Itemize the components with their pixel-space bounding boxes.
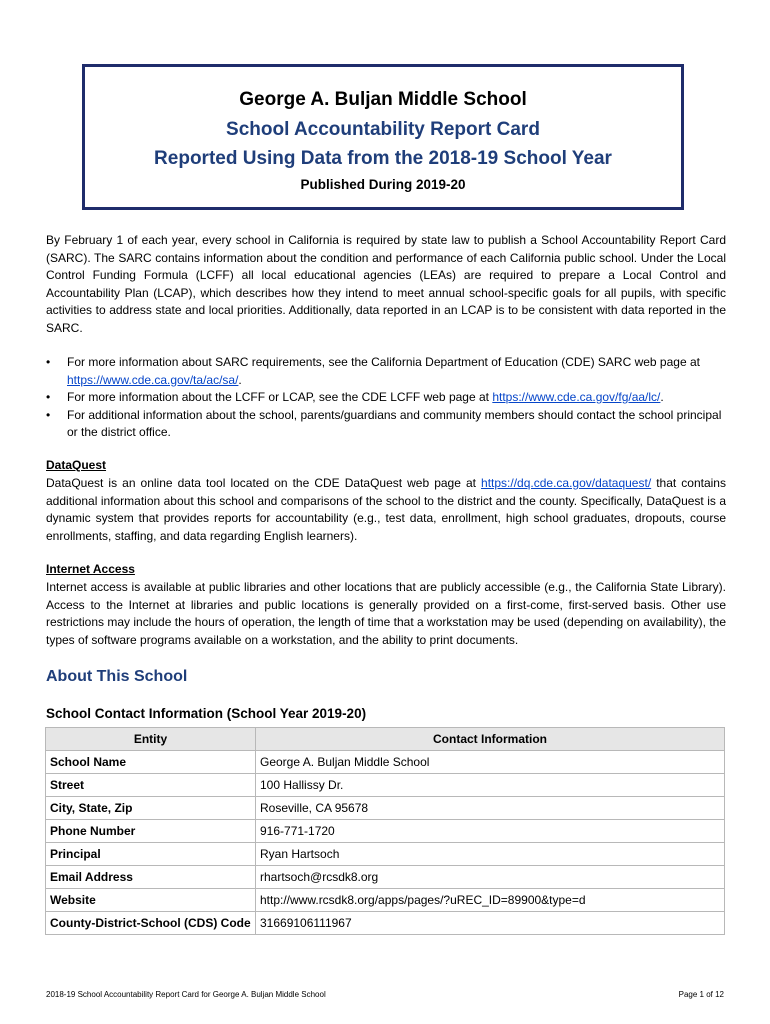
dataquest-link[interactable]: https://dq.cde.ca.gov/dataquest/	[481, 476, 652, 490]
bullet-dot-icon: •	[46, 407, 51, 422]
table-row	[46, 751, 725, 774]
entity-cell: Email Address	[46, 866, 256, 889]
bullet-text: For more information about SARC requirements, see the California Department of Education (CDE) SARC web page at	[67, 355, 700, 369]
value-cell: 916-771-1720	[256, 820, 725, 843]
table-row	[46, 820, 725, 843]
report-title: School Accountability Report Card	[226, 119, 540, 140]
dataquest-text-after: that contains additional information about this school and comparisons of the school to the district and the county. Specifically, DataQuest is a dynamic system that provides reports for accountability (e.g., test data, enrollment, high school graduates, dropouts, course enrollments, staffing, and data regarding English learners).	[46, 476, 726, 543]
table-row	[46, 843, 725, 866]
entity-cell: Street	[46, 774, 256, 797]
dataquest-heading: DataQuest	[46, 458, 107, 472]
value-cell: 100 Hallissy Dr.	[256, 774, 725, 797]
page-number: Page 1 of 12	[678, 990, 724, 999]
bullet-contact	[46, 407, 726, 442]
about-school-heading: About This School	[46, 668, 188, 685]
footer-title: 2018-19 School Accountability Report Card for George A. Buljan Middle School	[46, 990, 326, 999]
table-row	[46, 912, 725, 935]
bullet-sarc	[46, 354, 726, 389]
bullet-text: For more information about the LCFF or LCAP, see the CDE LCFF web page at	[67, 390, 493, 404]
entity-cell: Principal	[46, 843, 256, 866]
bullet-lcff	[46, 389, 726, 407]
bullet-text: For additional information about the school, parents/guardians and community members should contact the school principal or the district office.	[67, 407, 722, 439]
table-row	[46, 889, 725, 912]
value-cell: 31669106111967	[256, 912, 725, 935]
value-cell: Ryan Hartsoch	[256, 843, 725, 866]
entity-cell: School Name	[46, 751, 256, 774]
internet-access-paragraph: Internet access is available at public libraries and other locations that are publicly accessible (e.g., the California State Library). Access to the Internet at libraries and public locations is generally provided on a first-come, first-served basis. Other use restrictions may include the hours of operation, the length of time that a workstation may be used (depending on availability), the types of software programs available on a workstation, and the ability to print documents.	[46, 580, 726, 647]
entity-column-header: Entity	[46, 728, 256, 751]
bullet-after: .	[660, 390, 664, 404]
bullet-after: .	[238, 372, 242, 387]
internet-access-heading: Internet Access	[46, 562, 135, 576]
table-row	[46, 797, 725, 820]
dataquest-text-before: DataQuest is an online data tool located on the CDE DataQuest web page at	[46, 476, 482, 490]
contact-column-header: Contact Information	[256, 728, 725, 751]
published-subtitle: Published During 2019-20	[300, 177, 466, 192]
dataquest-paragraph	[46, 475, 726, 545]
table-row	[46, 866, 725, 889]
title-box	[82, 64, 684, 210]
table-row	[46, 774, 725, 797]
entity-cell: Website	[46, 889, 256, 912]
sarc-link[interactable]: https://www.cde.ca.gov/ta/ac/sa/	[67, 372, 239, 387]
school-name-title: George A. Buljan Middle School	[239, 89, 527, 110]
table-header-row	[46, 728, 725, 751]
entity-cell: County-District-School (CDS) Code	[46, 912, 256, 935]
lcff-link[interactable]: https://www.cde.ca.gov/fg/aa/lc/	[492, 390, 661, 404]
entity-cell: City, State, Zip	[46, 797, 256, 820]
entity-cell: Phone Number	[46, 820, 256, 843]
bullet-dot-icon: •	[46, 355, 51, 369]
bullet-dot-icon: •	[46, 390, 51, 404]
value-cell: George A. Buljan Middle School	[256, 751, 725, 774]
intro-paragraph: By February 1 of each year, every school in California is required by state law to publish a School Accountability Report Card (SARC). The SARC contains information about the condition and performance of each California public school. Under the Local Control Funding Formula (LCFF) all local educational agencies (LEAs) are required to prepare a Local Control and Accountability Plan (LCAP), which describes how they intend to meet annual school-specific goals for all pupils, with specific activities to address state and local priorities. Additionally, data reported in an LCAP is to be consistent with data reported in the SARC.	[46, 233, 726, 335]
contact-table-title: School Contact Information (School Year 2019-20)	[46, 706, 367, 721]
value-cell: rhartsoch@rcsdk8.org	[256, 866, 725, 889]
value-cell: http://www.rcsdk8.org/apps/pages/?uREC_ID=89900&type=d	[256, 889, 725, 912]
data-year-title: Reported Using Data from the 2018-19 School Year	[154, 148, 612, 169]
value-cell: Roseville, CA 95678	[256, 797, 725, 820]
contact-table	[45, 727, 725, 935]
info-bullet-list	[46, 354, 726, 442]
